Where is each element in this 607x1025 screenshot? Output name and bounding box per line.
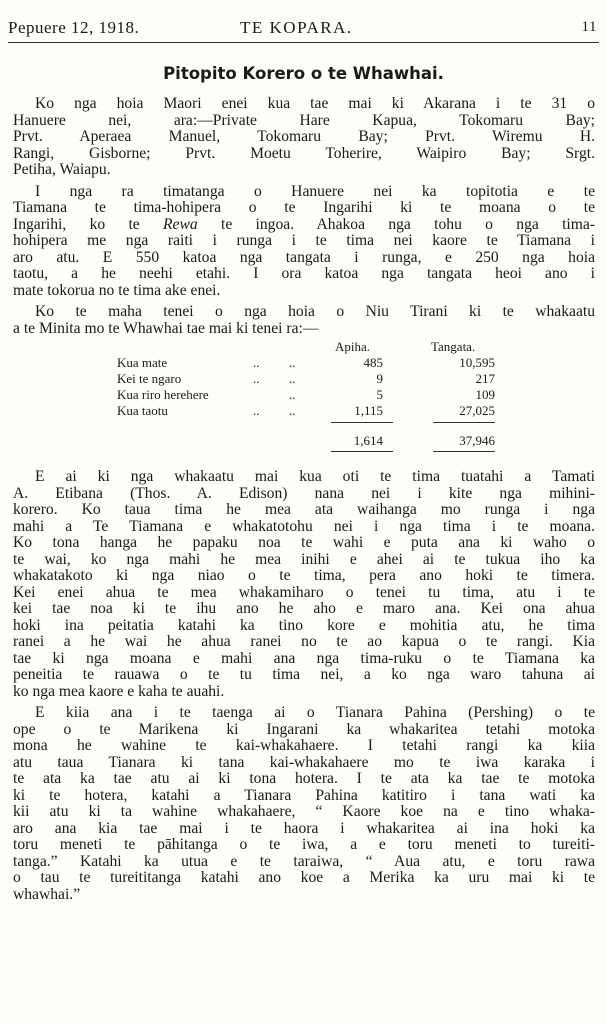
ship-name: Rewa [163,215,198,233]
text-line: Ko tona hanga he papaku noa te wahi e puta ana ki waho o [13,534,595,551]
officers-value: 1,115 [354,403,383,418]
text-line: aro ana kia tae mai i te haora i whakaritea ai ina hoki ka [13,819,595,837]
text-line: E kiia ana i te taenga ai o Tianara Pahina (Pershing) o te [35,704,595,721]
row-label: Kua riro herehere [117,387,209,402]
text-line: ope o te Marikena ki Ingarani ka whakaritea tetahi motoka [13,720,595,738]
article-title: Pitopito Korero o te Whawhai. [163,64,444,83]
text-line: Ko te maha tenei o nga hoia o Niu Tirani ki te whakaatu [35,303,595,320]
text-line: Ko nga hoia Maori enei kua tae mai ki Akarana i te 31 o [35,95,595,112]
newspaper-name: TE KOPARA. [240,18,353,37]
text-line: mona he wahine te kai-whakahaere. I tetahi rangi ka kiia [13,737,595,754]
total-rule [433,451,495,452]
leader-dots: .. [253,403,260,418]
table-row [117,403,537,419]
text-line: a te Minita mo te Whawhai tae mai ki tenei ra:— [13,319,319,337]
text-line: aro atu. E 550 katoa nga tangata i runga, e 250 nga hoia [13,248,595,266]
column-header-officers: Apiha. [335,339,371,354]
text-line: o tau te tureititanga katahi ano koe a Merika ka uru mai ki te [13,869,595,886]
text-line: peneitia te rauawa o te tu tima nei, a ko nga waro tahuna ai [13,666,595,683]
row-label: Kua mate [117,355,168,370]
text-line: whakatakoto ki nga niao o te tima, pera ano hoki te timera. [13,567,595,584]
leader-dots: .. [289,403,296,418]
paragraph-1 [13,96,595,179]
header-rule [8,42,599,43]
text-line: ko nga mea kaore e kaha te auahi. [13,682,225,700]
text-line: atu taua Tianara ki tana kai-whakahaere mo te iwa karaka i [13,753,595,771]
text-line: ranei a he wai he ahua ranei no te ao kapua o te rangi. Kia [13,633,595,650]
leader-dots: .. [289,387,296,402]
leader-dots: .. [289,371,296,386]
text-segment: te ingoa. Ahakoa nga tohu o nga tima- [197,215,596,233]
paragraph-3 [13,304,595,337]
text-line [13,217,595,234]
article-body [13,96,595,903]
text-line: Hanuere nei, ara:—Private Hare Kapua, Tokomaru Bay; [13,111,595,129]
page-header [8,6,597,36]
text-line: Tiamana te tima-hohipera o te Ingarihi ki te moana o te [13,199,595,216]
text-line: ki te hotera, katahi a Tianara Pahina katitiro i tana wati ka [13,786,595,804]
leader-dots: .. [289,355,296,370]
row-label: Kua taotu [117,403,168,418]
row-label: Kei te ngaro [117,371,182,386]
table-row [117,355,537,371]
text-line: Petiha, Waiapu. [13,161,111,178]
issue-date: Pepuere 12, 1918. [8,18,140,37]
men-value: 27,025 [459,403,495,418]
text-line: I nga ra timatanga o Hanuere nei ka topitotia e te [35,182,595,200]
text-line: te ata ka tae atu ai ki tona hotera. I te ata ka tae te motoka [13,770,595,787]
casualty-table [13,339,595,469]
sum-rule [433,422,495,423]
text-line: tae ki nga moana e mahi ana nga tima-ruku o te Tiamana ka [13,649,595,667]
officers-value: 9 [376,371,383,386]
text-line: taotu, a he neehi etahi. I ora katoa nga tangata heoi ano i [13,265,595,282]
text-line: tanga.” Katahi ka utua e te taraiwa, “ Aua atu, e toru rawa [13,852,595,870]
text-line: toru meneti te pāhitanga o te iwa, a e toru meneti to tureiti- [13,836,595,853]
text-line: kii atu ki ta wahine whakahaere, “ Kaore koe na e tino whaka- [13,803,595,820]
men-value: 10,595 [459,355,495,370]
text-line: te wai, ko nga mahi he mea inihi e ahei ai te tukua iho ka [13,550,595,568]
table-row [117,387,537,403]
text-line: mate tokorua no te tima ake enei. [13,281,221,299]
officers-value: 485 [363,355,383,370]
text-line: hohipera me nga raiti i runga i te tima nei kaore te Tiamana i [13,232,595,249]
table-total-row [117,433,537,449]
page-number: 11 [581,19,597,35]
text-segment: Ingarihi, ko te [13,215,164,233]
total-rule [331,451,393,452]
text-line: Kei enei ahua te mea whakamiharo o tenei tu tima, atu i te [13,583,595,601]
text-line: kei tae noa ki te ihu ano he aho e maro ana. Kei ona ahua [13,600,595,617]
column-header-men: Tangata. [431,339,476,354]
men-total: 37,946 [459,433,495,448]
text-line: whawhai.” [13,885,81,903]
text-line: Prvt. Aperaea Manuel, Tokomaru Bay; Prvt. Wiremu H. [13,128,595,145]
leader-dots: .. [253,371,260,386]
sum-rule [331,422,393,423]
paragraph-4 [13,469,595,700]
text-line: A. Etibana (Thos. A. Edison) nana nei i kite nga mihini- [13,484,595,502]
men-value: 109 [475,387,495,402]
text-line: E ai ki nga whakaatu mai kua oti te tima tuatahi a Tamati [35,468,595,485]
leader-dots: .. [253,355,260,370]
text-line: korero. Ko taua tima he mea ata waihanga mo runga i nga [13,501,595,518]
paragraph-5 [13,705,595,903]
officers-value: 5 [376,387,383,402]
men-value: 217 [475,371,495,386]
table-row [117,371,537,387]
text-line: hoki ina peitatia katahi ka tino kore e mohitia atu, he tima [13,616,595,634]
officers-total: 1,614 [353,433,383,448]
paragraph-2 [13,184,595,300]
text-line: Rangi, Gisborne; Prvt. Moetu Toherire, Waipiro Bay; Srgt. [13,144,595,162]
text-line: mahi a Te Tiamana e whakatotohu nei i nga tima i te moana. [13,517,595,535]
